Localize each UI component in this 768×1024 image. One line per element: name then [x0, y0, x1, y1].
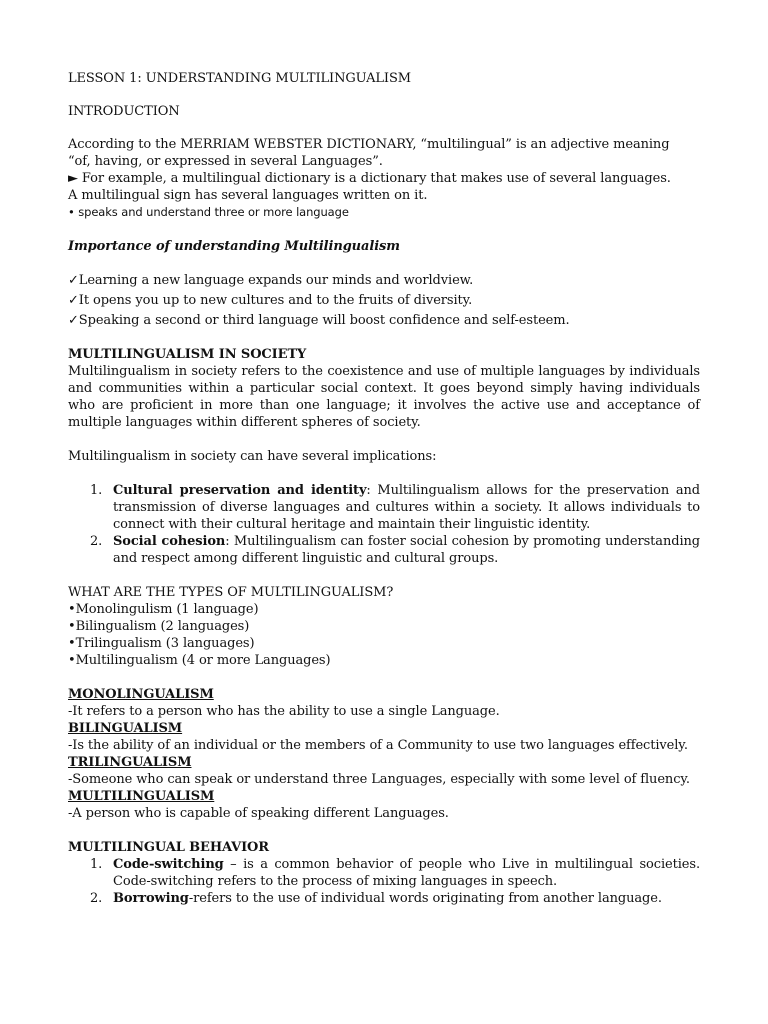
list-number: 1. — [90, 483, 103, 498]
list-item — [68, 533, 700, 567]
behavior-term: Borrowing — [113, 891, 189, 906]
list-item — [68, 482, 700, 533]
definition-term: MONOLINGUALISM — [68, 687, 214, 702]
implications-intro: Multilingualism in society can have several implications: — [68, 449, 437, 464]
definition-term: MULTILINGUALISM — [68, 789, 215, 804]
implication-term: Social cohesion — [113, 534, 226, 549]
implication-text: : Multilingualism allows for the preservation and transmission of diverse languages and cultures within a society. It allows individuals to connect with their cultural heritage and maintain their linguistic identity. — [113, 483, 700, 532]
definition-text: -A person who is capable of speaking different Languages. — [68, 806, 449, 821]
implications-list — [68, 482, 700, 567]
importance-item: ✓Speaking a second or third language will boost confidence and self-esteem. — [68, 313, 570, 328]
behavior-term: Code-switching — [113, 857, 224, 872]
example-line-2: A multilingual sign has several languages written on it. — [68, 188, 428, 203]
definition-text: -It refers to a person who has the ability to use a single Language. — [68, 704, 500, 719]
list-item — [68, 890, 700, 907]
list-number: 2. — [90, 534, 103, 549]
behavior-text: -refers to the use of individual words originating from another language. — [188, 891, 662, 906]
implication-term: Cultural preservation and identity — [113, 483, 367, 498]
list-number: 1. — [90, 857, 103, 872]
definition-term: BILINGUALISM — [68, 721, 183, 736]
importance-heading: Importance of understanding Multilingualism — [68, 239, 400, 254]
definition-text: -Someone who can speak or understand three Languages, especially with some level of fluency. — [68, 772, 690, 787]
type-item: •Bilingualism (2 languages) — [68, 619, 250, 634]
lesson-title: LESSON 1: UNDERSTANDING MULTILINGUALISM — [68, 71, 411, 86]
list-number: 2. — [90, 891, 103, 906]
introduction-heading: INTRODUCTION — [68, 104, 180, 119]
society-heading: MULTILINGUALISM IN SOCIETY — [68, 347, 307, 362]
society-paragraph: Multilingualism in society refers to the coexistence and use of multiple languages by individuals and communities within a particular social context. It goes beyond simply having individuals who are proficient in more than one language; it involves the active use and acceptance of multiple languages within different spheres of society. — [68, 364, 700, 430]
importance-item: ✓Learning a new language expands our minds and worldview. — [68, 273, 474, 288]
behavior-heading: MULTILINGUAL BEHAVIOR — [68, 840, 269, 855]
definition-text: -Is the ability of an individual or the members of a Community to use two languages effectively. — [68, 738, 688, 753]
implication-text: : Multilingualism can foster social cohesion by promoting understanding and respect among different linguistic and cultural groups. — [113, 534, 700, 566]
type-item: •Multilingualism (4 or more Languages) — [68, 653, 331, 668]
definition-line-2: “of, having, or expressed in several Languages”. — [68, 154, 383, 169]
example-line-1: ► For example, a multilingual dictionary is a dictionary that makes use of several languages. — [68, 171, 671, 186]
importance-item: ✓It opens you up to new cultures and to the fruits of diversity. — [68, 293, 473, 308]
speaks-bullet: • speaks and understand three or more language — [68, 205, 349, 219]
type-item: •Trilingualism (3 languages) — [68, 636, 255, 651]
definition-line-1: According to the MERRIAM WEBSTER DICTIONARY, “multilingual” is an adjective meaning — [68, 137, 670, 152]
type-item: •Monolingulism (1 language) — [68, 602, 259, 617]
list-item — [68, 856, 700, 890]
definition-term: TRILINGUALISM — [68, 755, 192, 770]
types-heading: WHAT ARE THE TYPES OF MULTILINGUALISM? — [68, 585, 394, 600]
behavior-list — [68, 856, 700, 907]
behavior-text: – is a common behavior of people who Live in multilingual societies. Code-switching refers to the process of mixing languages in speech. — [113, 857, 700, 889]
document-body — [68, 70, 700, 907]
